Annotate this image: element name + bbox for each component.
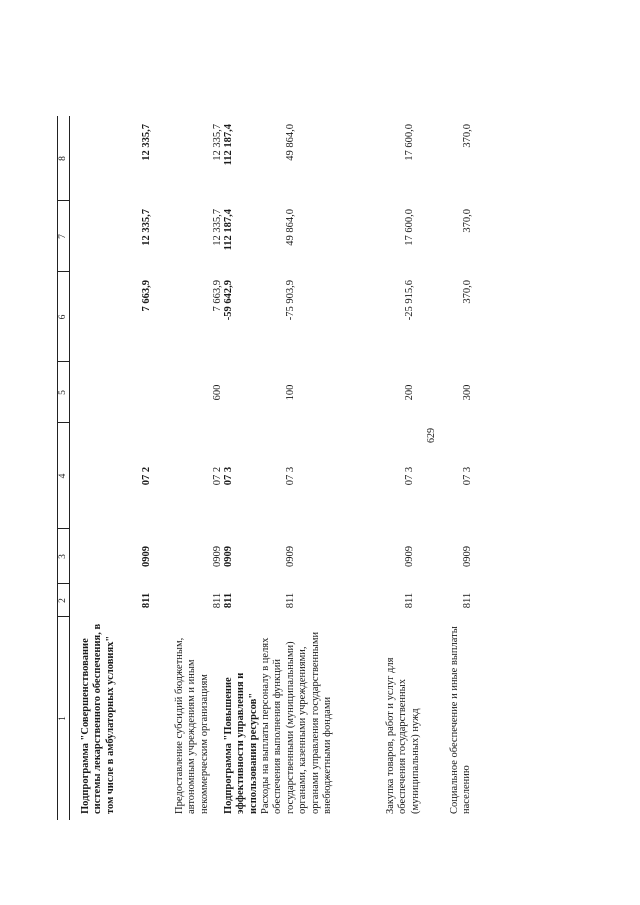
cell-section: 0909 (404, 546, 415, 567)
cell-section: 0909 (462, 546, 473, 567)
cell-value-8: 49 864,0 (285, 124, 296, 161)
cell-value-6: 7 663,9 (141, 280, 152, 312)
cell-program: 07 2 (141, 466, 152, 486)
column-header: 7 (58, 234, 68, 239)
row-name: Закупка товаров, работ и услуг для обеспечения государственных (муниципальных) нужд (385, 657, 421, 814)
cell-value-7: 17 600,0 (404, 209, 415, 246)
cell-value-7: 112 187,4 (223, 209, 234, 251)
row-name: Предоставление субсидий бюджетным, автономным учреждениям и иным некоммерческим организациям (174, 637, 210, 814)
column-header: 6 (58, 314, 68, 320)
cell-section: 0909 (285, 546, 296, 567)
cell-section: 0909 (212, 546, 223, 567)
cell-value-7: 370,0 (462, 209, 473, 233)
header-bottom-rule (69, 116, 70, 820)
cell-value-6: 7 663,9 (212, 280, 223, 312)
column-header: 4 (58, 473, 68, 479)
cell-section: 0909 (141, 546, 152, 567)
row-name: Социальное обеспечение и иные выплаты населению (449, 626, 473, 814)
column-header: 8 (58, 156, 68, 161)
cell-value-8: 17 600,0 (404, 124, 415, 161)
cell-code: 811 (212, 592, 223, 609)
cell-expense-type: 100 (285, 384, 296, 401)
cell-value-7: 12 335,7 (212, 209, 223, 246)
cell-program: 07 3 (404, 466, 415, 486)
cell-code: 811 (285, 592, 296, 609)
cell-value-8: 112 187,4 (223, 124, 234, 166)
cell-code: 811 (141, 592, 152, 609)
cell-program: 07 3 (223, 466, 234, 486)
cell-program: 07 2 (212, 466, 223, 486)
page-number: 629 (426, 428, 437, 443)
row-name: Подпрограмма "Повышение эффективности управления и использования ресурсов" (223, 672, 259, 814)
cell-expense-type: 200 (404, 384, 415, 401)
cell-value-6: -59 642,9 (223, 280, 234, 321)
cell-section: 0909 (223, 546, 234, 567)
cell-value-8: 370,0 (462, 124, 473, 148)
cell-value-8: 12 335,7 (212, 124, 223, 161)
cell-value-7: 12 335,7 (141, 209, 152, 246)
cell-expense-type: 600 (212, 384, 223, 401)
column-header: 2 (58, 598, 68, 603)
column-header: 5 (58, 390, 68, 395)
cell-value-6: -25 915,6 (404, 280, 415, 321)
column-header: 1 (58, 716, 68, 721)
cell-value-6: -75 903,9 (285, 280, 296, 321)
cell-value-8: 12 335,7 (141, 124, 152, 161)
cell-code: 811 (462, 592, 473, 609)
cell-code: 811 (223, 592, 234, 609)
cell-program: 07 3 (462, 466, 473, 486)
cell-expense-type: 300 (462, 384, 473, 401)
cell-value-7: 49 864,0 (285, 209, 296, 246)
budget-table (57, 116, 576, 820)
row-name: Расходы на выплаты персоналу в целях обеспечения выполнения функций государственными (муниципальными) органами, казенными учреждениями, органами управления государственными внебюджетными фондами (260, 631, 334, 814)
column-header: 3 (58, 554, 68, 559)
cell-value-6: 370,0 (462, 280, 473, 304)
cell-code: 811 (404, 592, 415, 609)
row-name: Подпрограмма "Совершенствование системы лекарственного обеспечения, в том числе в амбулаторных условиях" (80, 623, 116, 814)
cell-program: 07 3 (285, 466, 296, 486)
